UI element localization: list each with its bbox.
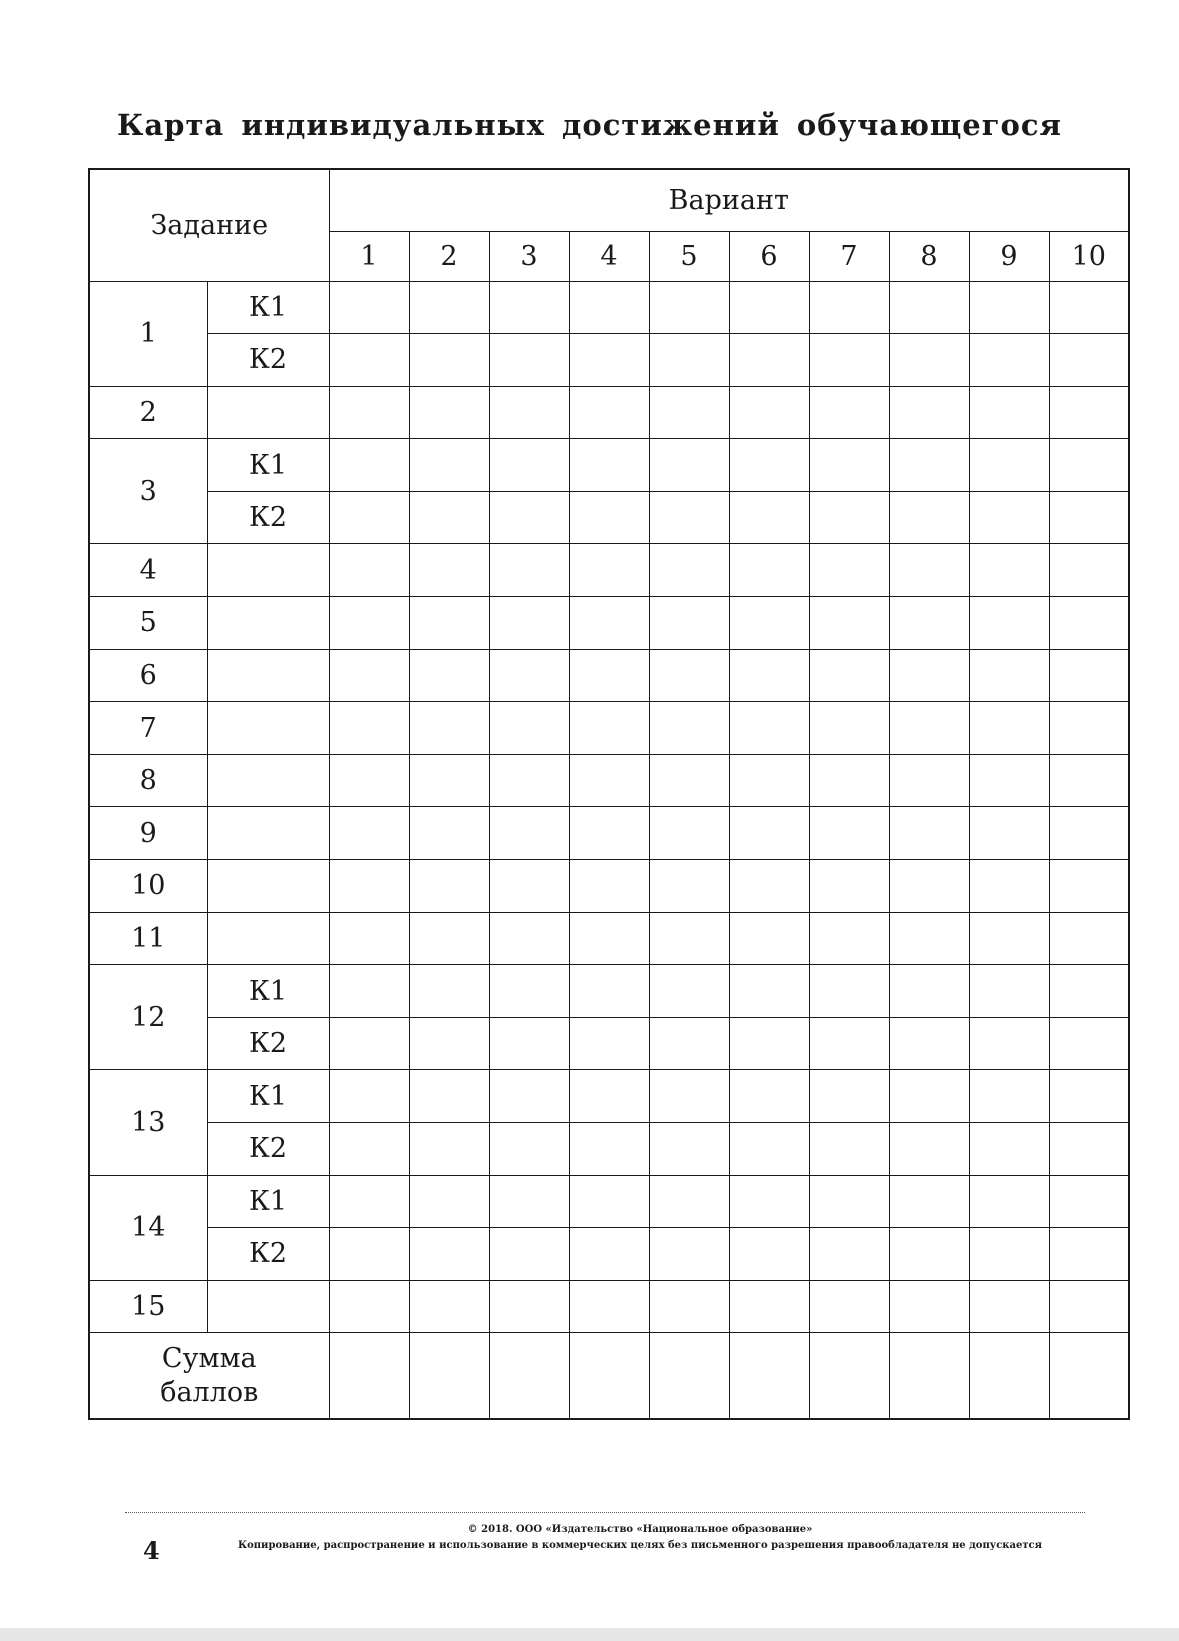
score-cell[interactable] [1049,544,1129,597]
score-cell[interactable] [1049,439,1129,492]
score-cell[interactable] [329,1017,409,1070]
score-cell[interactable] [809,1175,889,1228]
score-cell[interactable] [1049,1175,1129,1228]
variant-number: 5 [649,231,729,281]
score-cell[interactable] [889,1280,969,1333]
criterion-label: К1 [207,439,329,492]
score-cell[interactable] [1049,491,1129,544]
score-cell[interactable] [649,281,729,334]
score-cell[interactable] [409,1175,489,1228]
table-row [89,1017,1129,1070]
copyright-line: © 2018. ООО «Издательство «Национальное образование» [467,1524,813,1535]
table-row [89,1070,1129,1123]
score-cell[interactable] [649,1070,729,1123]
sum-label-line1: Сумма [161,1342,257,1374]
score-cell[interactable] [729,807,809,860]
score-cell[interactable] [729,597,809,650]
score-cell[interactable] [409,334,489,387]
score-cell[interactable] [409,1228,489,1281]
score-cell[interactable] [1049,912,1129,965]
score-cell[interactable] [569,807,649,860]
criterion-label: К1 [207,1070,329,1123]
score-cell[interactable] [729,544,809,597]
score-cell[interactable] [569,334,649,387]
sum-cell[interactable] [649,1333,729,1419]
score-cell[interactable] [889,281,969,334]
task-number: 11 [89,912,207,965]
score-cell[interactable] [1049,702,1129,755]
score-cell[interactable] [969,965,1049,1018]
score-cell[interactable] [329,386,409,439]
score-cell[interactable] [649,1017,729,1070]
score-cell[interactable] [329,754,409,807]
score-cell[interactable] [889,597,969,650]
score-cell[interactable] [569,1280,649,1333]
table-row [89,281,1129,334]
score-cell[interactable] [569,965,649,1018]
table-row [89,965,1129,1018]
table-row [89,912,1129,965]
score-cell[interactable] [489,965,569,1018]
score-cell[interactable] [649,965,729,1018]
score-cell[interactable] [569,491,649,544]
score-cell[interactable] [329,1280,409,1333]
table-row [89,1123,1129,1176]
score-cell[interactable] [729,1175,809,1228]
footer-divider [125,1512,1085,1513]
score-cell[interactable] [649,386,729,439]
score-cell[interactable] [329,965,409,1018]
score-cell[interactable] [409,1280,489,1333]
table-row [89,860,1129,913]
sum-label [89,1333,329,1419]
score-cell[interactable] [729,1280,809,1333]
score-cell[interactable] [1049,597,1129,650]
score-cell[interactable] [329,1175,409,1228]
score-cell[interactable] [649,912,729,965]
criterion-label: К1 [207,281,329,334]
score-cell[interactable] [969,1070,1049,1123]
score-cell[interactable] [329,912,409,965]
score-cell[interactable] [1049,649,1129,702]
score-cell[interactable] [1049,860,1129,913]
score-cell[interactable] [969,702,1049,755]
table-row [89,439,1129,492]
task-number: 1 [89,281,207,386]
score-cell[interactable] [329,281,409,334]
score-cell[interactable] [569,1123,649,1176]
score-cell[interactable] [409,491,489,544]
score-cell[interactable] [489,807,569,860]
table-row [89,544,1129,597]
score-cell[interactable] [729,281,809,334]
score-cell[interactable] [1049,334,1129,387]
criterion-label: К2 [207,1123,329,1176]
score-cell[interactable] [889,1017,969,1070]
score-cell[interactable] [409,649,489,702]
score-cell[interactable] [889,334,969,387]
score-cell[interactable] [409,860,489,913]
variant-number: 8 [889,231,969,281]
score-cell[interactable] [329,649,409,702]
score-cell[interactable] [969,860,1049,913]
score-cell[interactable] [329,491,409,544]
score-cell[interactable] [649,1280,729,1333]
variant-number: 7 [809,231,889,281]
score-cell[interactable] [569,1017,649,1070]
sum-cell[interactable] [729,1333,809,1419]
criterion-label [207,912,329,965]
task-number: 12 [89,965,207,1070]
score-cell[interactable] [489,1017,569,1070]
task-number: 15 [89,1280,207,1333]
score-cell[interactable] [489,754,569,807]
variant-number: 2 [409,231,489,281]
variant-number: 6 [729,231,809,281]
score-cell[interactable] [1049,1123,1129,1176]
score-cell[interactable] [489,912,569,965]
score-cell[interactable] [489,860,569,913]
variant-number: 1 [329,231,409,281]
footer-copyright [200,1522,1080,1554]
score-cell[interactable] [329,597,409,650]
variant-header: Вариант [329,169,1129,231]
score-cell[interactable] [489,702,569,755]
score-cell[interactable] [329,807,409,860]
table-row [89,702,1129,755]
score-cell[interactable] [729,386,809,439]
score-cell[interactable] [1049,281,1129,334]
variant-number: 10 [1049,231,1129,281]
sum-cell[interactable] [409,1333,489,1419]
score-cell[interactable] [809,439,889,492]
score-cell[interactable] [889,807,969,860]
score-cell[interactable] [969,491,1049,544]
score-cell[interactable] [489,544,569,597]
criterion-label [207,386,329,439]
score-cell[interactable] [809,912,889,965]
table-row [89,334,1129,387]
score-cell[interactable] [489,1070,569,1123]
score-cell[interactable] [409,702,489,755]
score-cell[interactable] [569,544,649,597]
score-cell[interactable] [889,1123,969,1176]
score-cell[interactable] [889,912,969,965]
table-row [89,649,1129,702]
score-cell[interactable] [1049,1070,1129,1123]
score-cell[interactable] [809,1070,889,1123]
score-cell[interactable] [409,281,489,334]
score-cell[interactable] [809,965,889,1018]
page-number: 4 [143,1536,160,1565]
score-cell[interactable] [969,597,1049,650]
score-cell[interactable] [729,965,809,1018]
score-cell[interactable] [969,1175,1049,1228]
score-cell[interactable] [809,754,889,807]
score-cell[interactable] [649,334,729,387]
task-number: 8 [89,754,207,807]
score-cell[interactable] [729,439,809,492]
score-cell[interactable] [809,1123,889,1176]
score-cell[interactable] [809,1280,889,1333]
score-cell[interactable] [889,1228,969,1281]
task-number: 7 [89,702,207,755]
task-number: 3 [89,439,207,544]
criterion-label [207,1280,329,1333]
criterion-label [207,544,329,597]
task-number: 9 [89,807,207,860]
score-cell[interactable] [809,281,889,334]
criterion-label [207,649,329,702]
score-cell[interactable] [409,386,489,439]
table-row [89,1280,1129,1333]
task-number: 6 [89,649,207,702]
task-number: 13 [89,1070,207,1175]
score-cell[interactable] [649,597,729,650]
score-cell[interactable] [889,544,969,597]
variant-number: 3 [489,231,569,281]
score-cell[interactable] [329,439,409,492]
score-cell[interactable] [489,281,569,334]
score-cell[interactable] [649,754,729,807]
score-cell[interactable] [569,439,649,492]
score-cell[interactable] [649,1228,729,1281]
score-cell[interactable] [569,912,649,965]
score-cell[interactable] [329,702,409,755]
score-cell[interactable] [889,491,969,544]
score-cell[interactable] [729,334,809,387]
score-cell[interactable] [649,860,729,913]
variant-number: 4 [569,231,649,281]
copying-notice: Копирование, распространение и использование в коммерческих целях без письменного разрешения правообладателя не допускается [237,1540,1043,1551]
score-cell[interactable] [889,1175,969,1228]
score-cell[interactable] [969,754,1049,807]
score-cell[interactable] [569,281,649,334]
score-cell[interactable] [729,754,809,807]
score-cell[interactable] [809,334,889,387]
score-cell[interactable] [329,1070,409,1123]
score-cell[interactable] [809,491,889,544]
score-cell[interactable] [729,912,809,965]
criterion-label [207,754,329,807]
score-cell[interactable] [809,807,889,860]
achievement-table [88,168,1130,1420]
score-cell[interactable] [809,649,889,702]
table-row [89,754,1129,807]
score-cell[interactable] [809,702,889,755]
table-row [89,491,1129,544]
score-cell[interactable] [329,544,409,597]
score-cell[interactable] [409,912,489,965]
table-row [89,1175,1129,1228]
task-number: 4 [89,544,207,597]
sum-cell[interactable] [1049,1333,1129,1419]
score-cell[interactable] [329,334,409,387]
score-cell[interactable] [569,1228,649,1281]
score-cell[interactable] [809,860,889,913]
score-cell[interactable] [729,649,809,702]
task-number: 2 [89,386,207,439]
criterion-label [207,597,329,650]
score-cell[interactable] [649,702,729,755]
criterion-label: К2 [207,491,329,544]
criterion-label: К1 [207,1175,329,1228]
score-cell[interactable] [409,807,489,860]
score-cell[interactable] [489,1280,569,1333]
score-cell[interactable] [409,1070,489,1123]
score-cell[interactable] [809,1017,889,1070]
criterion-label: К2 [207,334,329,387]
score-cell[interactable] [969,386,1049,439]
score-cell[interactable] [649,544,729,597]
score-cell[interactable] [969,281,1049,334]
score-cell[interactable] [1049,807,1129,860]
sum-cell[interactable] [489,1333,569,1419]
criterion-label: К2 [207,1017,329,1070]
score-cell[interactable] [729,702,809,755]
score-cell[interactable] [409,597,489,650]
score-cell[interactable] [569,702,649,755]
score-cell[interactable] [729,1228,809,1281]
score-cell[interactable] [329,860,409,913]
sum-cell[interactable] [889,1333,969,1419]
score-cell[interactable] [969,544,1049,597]
criterion-label [207,860,329,913]
score-cell[interactable] [489,649,569,702]
table-row [89,386,1129,439]
score-cell[interactable] [489,1175,569,1228]
score-cell[interactable] [729,1017,809,1070]
task-number: 14 [89,1175,207,1280]
score-cell[interactable] [329,1228,409,1281]
variant-number: 9 [969,231,1049,281]
score-cell[interactable] [569,754,649,807]
score-cell[interactable] [489,1228,569,1281]
task-number: 5 [89,597,207,650]
score-cell[interactable] [889,702,969,755]
score-cell[interactable] [649,1175,729,1228]
score-cell[interactable] [489,439,569,492]
score-cell[interactable] [649,807,729,860]
score-cell[interactable] [969,1280,1049,1333]
page-title: Карта индивидуальных достижений обучающегося [117,108,1062,142]
score-cell[interactable] [969,334,1049,387]
score-cell[interactable] [729,860,809,913]
score-cell[interactable] [969,649,1049,702]
score-cell[interactable] [809,386,889,439]
score-cell[interactable] [889,439,969,492]
score-cell[interactable] [969,439,1049,492]
score-cell[interactable] [409,754,489,807]
score-cell[interactable] [969,1017,1049,1070]
score-cell[interactable] [409,544,489,597]
score-cell[interactable] [569,597,649,650]
score-cell[interactable] [649,491,729,544]
score-cell[interactable] [969,1123,1049,1176]
score-cell[interactable] [889,860,969,913]
score-cell[interactable] [1049,386,1129,439]
score-cell[interactable] [1049,754,1129,807]
table-row [89,1228,1129,1281]
score-cell[interactable] [649,649,729,702]
score-cell[interactable] [729,1123,809,1176]
score-cell[interactable] [809,1228,889,1281]
score-cell[interactable] [889,649,969,702]
criterion-label [207,807,329,860]
sum-row [89,1333,1129,1419]
score-cell[interactable] [809,544,889,597]
score-cell[interactable] [569,386,649,439]
criterion-label [207,702,329,755]
score-cell[interactable] [409,1017,489,1070]
score-cell[interactable] [569,649,649,702]
score-cell[interactable] [1049,1017,1129,1070]
score-cell[interactable] [889,386,969,439]
score-cell[interactable] [489,597,569,650]
sum-label-line2: баллов [160,1376,259,1408]
score-cell[interactable] [569,860,649,913]
score-cell[interactable] [489,491,569,544]
score-cell[interactable] [729,491,809,544]
score-cell[interactable] [1049,1280,1129,1333]
score-cell[interactable] [1049,1228,1129,1281]
sum-cell[interactable] [569,1333,649,1419]
task-number: 10 [89,860,207,913]
score-cell[interactable] [409,1123,489,1176]
score-cell[interactable] [329,1123,409,1176]
score-cell[interactable] [569,1070,649,1123]
score-cell[interactable] [809,597,889,650]
score-cell[interactable] [649,1123,729,1176]
score-cell[interactable] [889,1070,969,1123]
score-cell[interactable] [489,334,569,387]
table-row [89,807,1129,860]
table-row [89,597,1129,650]
task-header: Задание [89,169,329,281]
score-cell[interactable] [409,439,489,492]
criterion-label: К2 [207,1228,329,1281]
score-cell[interactable] [969,912,1049,965]
score-cell[interactable] [649,439,729,492]
score-cell[interactable] [969,807,1049,860]
score-cell[interactable] [489,1123,569,1176]
score-cell[interactable] [1049,965,1129,1018]
score-cell[interactable] [569,1175,649,1228]
sum-cell[interactable] [329,1333,409,1419]
score-cell[interactable] [409,965,489,1018]
sum-cell[interactable] [809,1333,889,1419]
score-cell[interactable] [729,1070,809,1123]
header-row-variant [89,169,1129,231]
score-cell[interactable] [969,1228,1049,1281]
score-cell[interactable] [489,386,569,439]
score-cell[interactable] [889,965,969,1018]
scan-edge [0,1628,1179,1641]
score-cell[interactable] [889,754,969,807]
sum-cell[interactable] [969,1333,1049,1419]
criterion-label: К1 [207,965,329,1018]
